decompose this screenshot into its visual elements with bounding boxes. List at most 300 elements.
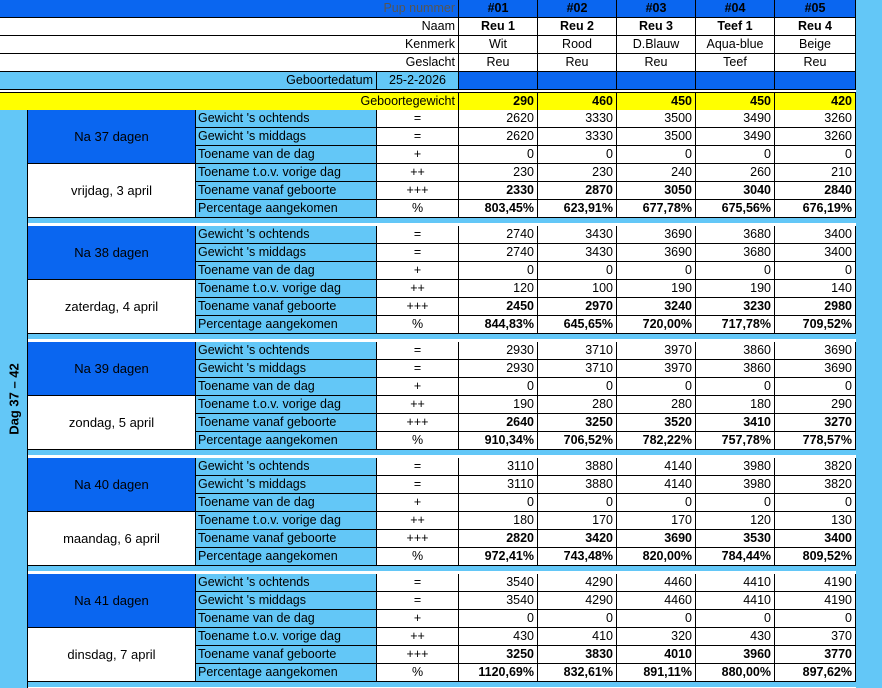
measurement-label: Gewicht 's middags <box>196 360 377 378</box>
value-cell[interactable]: 2640 <box>459 414 538 432</box>
measurement-symbol: % <box>377 316 459 334</box>
value-cell[interactable]: 0 <box>696 146 775 164</box>
pup-number[interactable]: #05 <box>775 0 856 18</box>
day-date: dinsdag, 7 april <box>28 628 196 682</box>
value-cell[interactable]: 190 <box>696 280 775 298</box>
value-cell[interactable]: 3110 <box>459 458 538 476</box>
value-cell[interactable]: 844,83% <box>459 316 538 334</box>
value-cell[interactable]: 260 <box>696 164 775 182</box>
value-cell[interactable]: 170 <box>538 512 617 530</box>
geslacht-row <box>0 54 856 72</box>
measurement-row <box>0 646 856 664</box>
value-cell[interactable]: 3260 <box>775 128 856 146</box>
measurement-label: Toename vanaf geboorte <box>196 298 377 316</box>
value-cell[interactable]: 0 <box>459 610 538 628</box>
measurement-symbol: = <box>377 244 459 262</box>
value-cell[interactable]: 3970 <box>617 360 696 378</box>
value-cell[interactable]: 2620 <box>459 128 538 146</box>
measurement-label: Toename t.o.v. vorige dag <box>196 512 377 530</box>
value-cell[interactable]: 0 <box>459 378 538 396</box>
measurement-row <box>0 432 856 450</box>
measurement-symbol: = <box>377 574 459 592</box>
measurement-symbol: ++ <box>377 164 459 182</box>
measurement-symbol: +++ <box>377 414 459 432</box>
measurement-symbol: +++ <box>377 298 459 316</box>
empty-cell[interactable] <box>775 72 856 90</box>
pup-name[interactable]: Teef 1 <box>696 18 775 36</box>
measurement-row <box>0 128 856 146</box>
measurement-symbol: + <box>377 378 459 396</box>
value-cell[interactable]: 677,78% <box>617 200 696 218</box>
value-cell[interactable]: 3330 <box>538 110 617 128</box>
measurement-label: Toename t.o.v. vorige dag <box>196 628 377 646</box>
value-cell[interactable]: 3410 <box>696 414 775 432</box>
measurement-symbol: = <box>377 110 459 128</box>
pup-number[interactable]: #04 <box>696 0 775 18</box>
value-cell[interactable]: 2450 <box>459 298 538 316</box>
value-cell[interactable]: 0 <box>459 262 538 280</box>
value-cell[interactable]: 3520 <box>617 414 696 432</box>
value-cell[interactable]: 784,44% <box>696 548 775 566</box>
value-cell[interactable]: 4410 <box>696 592 775 610</box>
kenmerk-label: Kenmerk <box>0 36 459 54</box>
value-cell[interactable]: 3270 <box>775 414 856 432</box>
value-cell[interactable]: 3040 <box>696 182 775 200</box>
measurement-label: Toename t.o.v. vorige dag <box>196 164 377 182</box>
measurement-label: Percentage aangekomen <box>196 548 377 566</box>
value-cell[interactable]: 3230 <box>696 298 775 316</box>
measurement-label: Gewicht 's ochtends <box>196 226 377 244</box>
value-cell[interactable]: 0 <box>696 494 775 512</box>
geboortegewicht-row <box>0 92 856 110</box>
measurement-symbol: ++ <box>377 512 459 530</box>
measurement-symbol: = <box>377 128 459 146</box>
value-cell[interactable]: 280 <box>538 396 617 414</box>
value-cell[interactable]: 3540 <box>459 592 538 610</box>
value-cell[interactable]: 803,45% <box>459 200 538 218</box>
pup-name[interactable]: Reu 4 <box>775 18 856 36</box>
value-cell[interactable]: 0 <box>696 610 775 628</box>
value-cell[interactable]: 430 <box>459 628 538 646</box>
value-cell[interactable]: 3980 <box>696 458 775 476</box>
measurement-label: Gewicht 's ochtends <box>196 574 377 592</box>
days-since-birth: Na 41 dagen <box>28 574 196 628</box>
value-cell[interactable]: 3260 <box>775 110 856 128</box>
pup-number[interactable]: #01 <box>459 0 538 18</box>
value-cell[interactable]: 0 <box>775 378 856 396</box>
value-cell[interactable]: 782,22% <box>617 432 696 450</box>
pup-name[interactable]: Reu 3 <box>617 18 696 36</box>
days-since-birth: Na 37 dagen <box>28 110 196 164</box>
value-cell[interactable]: 430 <box>696 628 775 646</box>
value-cell[interactable]: 3490 <box>696 110 775 128</box>
value-cell[interactable]: 4140 <box>617 476 696 494</box>
measurement-label: Percentage aangekomen <box>196 432 377 450</box>
measurement-symbol: = <box>377 226 459 244</box>
value-cell[interactable]: 4140 <box>617 458 696 476</box>
value-cell[interactable]: 3110 <box>459 476 538 494</box>
value-cell[interactable]: 675,56% <box>696 200 775 218</box>
value-cell[interactable]: 0 <box>775 146 856 164</box>
empty-cell[interactable] <box>617 72 696 90</box>
measurement-symbol: = <box>377 458 459 476</box>
value-cell[interactable]: 717,78% <box>696 316 775 334</box>
value-cell[interactable]: 3430 <box>538 226 617 244</box>
value-cell[interactable]: 2930 <box>459 360 538 378</box>
measurement-label: Toename van de dag <box>196 494 377 512</box>
value-cell[interactable]: 3830 <box>538 646 617 664</box>
value-cell[interactable]: 0 <box>775 262 856 280</box>
value-cell[interactable]: 3400 <box>775 244 856 262</box>
value-cell[interactable]: 778,57% <box>775 432 856 450</box>
days-since-birth: Na 40 dagen <box>28 458 196 512</box>
value-cell[interactable]: 3500 <box>617 110 696 128</box>
pup-geboortegewicht[interactable]: 290 <box>459 92 538 111</box>
measurement-label: Gewicht 's middags <box>196 592 377 610</box>
value-cell[interactable]: 3710 <box>538 360 617 378</box>
measurement-symbol: + <box>377 262 459 280</box>
value-cell[interactable]: 240 <box>617 164 696 182</box>
value-cell[interactable]: 2980 <box>775 298 856 316</box>
pup-geslacht[interactable]: Reu <box>617 54 696 72</box>
measurement-symbol: +++ <box>377 182 459 200</box>
value-cell[interactable]: 4010 <box>617 646 696 664</box>
kenmerk-row <box>0 36 856 54</box>
measurement-label: Toename vanaf geboorte <box>196 530 377 548</box>
block-separator <box>28 334 856 339</box>
value-cell[interactable]: 2930 <box>459 342 538 360</box>
measurement-row <box>0 592 856 610</box>
measurement-symbol: = <box>377 360 459 378</box>
measurement-row <box>0 458 856 476</box>
geboortedatum-row <box>0 72 856 90</box>
measurement-row <box>0 530 856 548</box>
right-margin <box>856 0 882 688</box>
measurement-row <box>0 664 856 682</box>
pup-geboortegewicht[interactable]: 460 <box>538 92 617 111</box>
value-cell[interactable]: 0 <box>538 378 617 396</box>
pup-geslacht[interactable]: Reu <box>775 54 856 72</box>
value-cell[interactable]: 0 <box>538 146 617 164</box>
value-cell[interactable]: 370 <box>775 628 856 646</box>
pup-number-row <box>0 0 856 18</box>
value-cell[interactable]: 3240 <box>617 298 696 316</box>
value-cell[interactable]: 0 <box>617 146 696 164</box>
value-cell[interactable]: 3690 <box>775 360 856 378</box>
measurement-symbol: = <box>377 476 459 494</box>
pup-label: Pup nummer <box>0 0 459 18</box>
value-cell[interactable]: 140 <box>775 280 856 298</box>
value-cell[interactable]: 130 <box>775 512 856 530</box>
measurement-label: Toename vanaf geboorte <box>196 646 377 664</box>
measurement-row <box>0 200 856 218</box>
pup-geslacht[interactable]: Reu <box>538 54 617 72</box>
measurement-row <box>0 316 856 334</box>
value-cell[interactable]: 0 <box>617 378 696 396</box>
value-cell[interactable]: 280 <box>617 396 696 414</box>
value-cell[interactable]: 3860 <box>696 360 775 378</box>
value-cell[interactable]: 645,65% <box>538 316 617 334</box>
measurement-row <box>0 182 856 200</box>
value-cell[interactable]: 4290 <box>538 592 617 610</box>
value-cell[interactable]: 910,34% <box>459 432 538 450</box>
measurement-row <box>0 494 856 512</box>
pup-kenmerk[interactable]: Aqua-blue <box>696 36 775 54</box>
value-cell[interactable]: 3500 <box>617 128 696 146</box>
pup-kenmerk[interactable]: D.Blauw <box>617 36 696 54</box>
value-cell[interactable]: 3690 <box>617 530 696 548</box>
pup-name[interactable]: Reu 2 <box>538 18 617 36</box>
value-cell[interactable]: 3680 <box>696 226 775 244</box>
measurement-symbol: % <box>377 548 459 566</box>
value-cell[interactable]: 0 <box>538 610 617 628</box>
value-cell[interactable]: 3960 <box>696 646 775 664</box>
value-cell[interactable]: 0 <box>696 262 775 280</box>
measurement-row <box>0 262 856 280</box>
pup-geboortegewicht[interactable]: 450 <box>696 92 775 111</box>
value-cell[interactable]: 4190 <box>775 592 856 610</box>
measurement-label: Toename vanaf geboorte <box>196 414 377 432</box>
measurement-symbol: ++ <box>377 396 459 414</box>
measurement-symbol: = <box>377 342 459 360</box>
measurement-row <box>0 146 856 164</box>
value-cell[interactable]: 880,00% <box>696 664 775 682</box>
value-cell[interactable]: 3860 <box>696 342 775 360</box>
measurement-label: Toename van de dag <box>196 610 377 628</box>
value-cell[interactable]: 820,00% <box>617 548 696 566</box>
value-cell[interactable]: 3330 <box>538 128 617 146</box>
value-cell[interactable]: 3970 <box>617 342 696 360</box>
measurement-label: Gewicht 's ochtends <box>196 110 377 128</box>
pup-number[interactable]: #03 <box>617 0 696 18</box>
value-cell[interactable]: 290 <box>775 396 856 414</box>
value-cell[interactable]: 0 <box>459 146 538 164</box>
pup-kenmerk[interactable]: Rood <box>538 36 617 54</box>
measurement-label: Gewicht 's middags <box>196 476 377 494</box>
value-cell[interactable]: 4190 <box>775 574 856 592</box>
block-separator <box>28 450 856 455</box>
value-cell[interactable]: 4460 <box>617 592 696 610</box>
value-cell[interactable]: 2970 <box>538 298 617 316</box>
value-cell[interactable]: 676,19% <box>775 200 856 218</box>
value-cell[interactable]: 809,52% <box>775 548 856 566</box>
value-cell[interactable]: 0 <box>775 494 856 512</box>
measurement-row <box>0 298 856 316</box>
value-cell[interactable]: 0 <box>617 494 696 512</box>
measurement-row <box>0 548 856 566</box>
value-cell[interactable]: 0 <box>538 262 617 280</box>
value-cell[interactable]: 3820 <box>775 476 856 494</box>
measurement-row <box>0 164 856 182</box>
measurement-row <box>0 360 856 378</box>
measurement-label: Toename vanaf geboorte <box>196 182 377 200</box>
value-cell[interactable]: 4290 <box>538 574 617 592</box>
value-cell[interactable]: 210 <box>775 164 856 182</box>
value-cell[interactable]: 706,52% <box>538 432 617 450</box>
pup-kenmerk[interactable]: Beige <box>775 36 856 54</box>
value-cell[interactable]: 230 <box>538 164 617 182</box>
naam-row <box>0 18 856 36</box>
block-separator <box>28 566 856 571</box>
value-cell[interactable]: 3690 <box>775 342 856 360</box>
value-cell[interactable]: 972,41% <box>459 548 538 566</box>
pup-kenmerk[interactable]: Wit <box>459 36 538 54</box>
measurement-row <box>0 396 856 414</box>
measurement-row <box>0 414 856 432</box>
measurement-symbol: + <box>377 494 459 512</box>
value-cell[interactable]: 3050 <box>617 182 696 200</box>
value-cell[interactable]: 0 <box>775 610 856 628</box>
value-cell[interactable]: 2330 <box>459 182 538 200</box>
value-cell[interactable]: 757,78% <box>696 432 775 450</box>
pup-geboortegewicht[interactable]: 450 <box>617 92 696 111</box>
measurement-label: Gewicht 's middags <box>196 128 377 146</box>
measurement-symbol: ++ <box>377 280 459 298</box>
value-cell[interactable]: 3710 <box>538 342 617 360</box>
value-cell[interactable]: 3250 <box>459 646 538 664</box>
day-date: maandag, 6 april <box>28 512 196 566</box>
measurement-symbol: + <box>377 146 459 164</box>
measurement-row <box>0 574 856 592</box>
value-cell[interactable]: 623,91% <box>538 200 617 218</box>
measurement-row <box>0 628 856 646</box>
measurement-row <box>0 378 856 396</box>
measurement-row <box>0 342 856 360</box>
pup-name[interactable]: Reu 1 <box>459 18 538 36</box>
value-cell[interactable]: 320 <box>617 628 696 646</box>
value-cell[interactable]: 3400 <box>775 226 856 244</box>
value-cell[interactable]: 0 <box>617 610 696 628</box>
value-cell[interactable]: 190 <box>459 396 538 414</box>
pup-geslacht[interactable]: Reu <box>459 54 538 72</box>
value-cell[interactable]: 2620 <box>459 110 538 128</box>
value-cell[interactable]: 230 <box>459 164 538 182</box>
geboortedatum-label: Geboortedatum <box>0 72 377 90</box>
empty-cell[interactable] <box>696 72 775 90</box>
value-cell[interactable]: 4460 <box>617 574 696 592</box>
value-cell[interactable]: 832,61% <box>538 664 617 682</box>
measurement-symbol: ++ <box>377 628 459 646</box>
measurement-row <box>0 280 856 298</box>
value-cell[interactable]: 180 <box>696 396 775 414</box>
measurement-row <box>0 244 856 262</box>
value-cell[interactable]: 2870 <box>538 182 617 200</box>
value-cell[interactable]: 2840 <box>775 182 856 200</box>
measurement-label: Toename t.o.v. vorige dag <box>196 280 377 298</box>
measurement-label: Toename van de dag <box>196 378 377 396</box>
measurement-row <box>0 512 856 530</box>
measurement-label: Toename van de dag <box>196 146 377 164</box>
block-separator <box>28 218 856 223</box>
value-cell[interactable]: 3690 <box>617 226 696 244</box>
value-cell[interactable]: 3820 <box>775 458 856 476</box>
empty-cell[interactable] <box>538 72 617 90</box>
value-cell[interactable]: 3690 <box>617 244 696 262</box>
value-cell[interactable]: 3980 <box>696 476 775 494</box>
value-cell[interactable]: 120 <box>459 280 538 298</box>
measurement-label: Toename t.o.v. vorige dag <box>196 396 377 414</box>
value-cell[interactable]: 170 <box>617 512 696 530</box>
empty-cell[interactable] <box>459 72 538 90</box>
value-cell[interactable]: 4410 <box>696 574 775 592</box>
naam-label: Naam <box>0 18 459 36</box>
value-cell[interactable]: 897,62% <box>775 664 856 682</box>
measurement-symbol: +++ <box>377 530 459 548</box>
measurement-symbol: + <box>377 610 459 628</box>
measurement-row <box>0 610 856 628</box>
value-cell[interactable]: 3680 <box>696 244 775 262</box>
measurement-symbol: +++ <box>377 646 459 664</box>
measurement-label: Gewicht 's ochtends <box>196 458 377 476</box>
value-cell[interactable]: 3250 <box>538 414 617 432</box>
value-cell[interactable]: 100 <box>538 280 617 298</box>
value-cell[interactable]: 3770 <box>775 646 856 664</box>
days-since-birth: Na 39 dagen <box>28 342 196 396</box>
pup-geslacht[interactable]: Teef <box>696 54 775 72</box>
value-cell[interactable]: 0 <box>459 494 538 512</box>
geslacht-label: Geslacht <box>0 54 459 72</box>
value-cell[interactable]: 3490 <box>696 128 775 146</box>
value-cell[interactable]: 2740 <box>459 244 538 262</box>
value-cell[interactable]: 3530 <box>696 530 775 548</box>
geboortegewicht-label: Geboortegewicht <box>0 92 459 111</box>
value-cell[interactable]: 3880 <box>538 476 617 494</box>
value-cell[interactable]: 180 <box>459 512 538 530</box>
value-cell[interactable]: 3400 <box>775 530 856 548</box>
value-cell[interactable]: 120 <box>696 512 775 530</box>
measurement-row <box>0 110 856 128</box>
value-cell[interactable]: 1120,69% <box>459 664 538 682</box>
pup-geboortegewicht[interactable]: 420 <box>775 92 856 111</box>
measurement-symbol: % <box>377 664 459 682</box>
value-cell[interactable]: 0 <box>696 378 775 396</box>
day-date: zondag, 5 april <box>28 396 196 450</box>
value-cell[interactable]: 2740 <box>459 226 538 244</box>
measurement-label: Gewicht 's ochtends <box>196 342 377 360</box>
geboortedatum-value[interactable]: 25-2-2026 <box>377 72 459 90</box>
value-cell[interactable]: 709,52% <box>775 316 856 334</box>
day-date: zaterdag, 4 april <box>28 280 196 334</box>
value-cell[interactable]: 3430 <box>538 244 617 262</box>
value-cell[interactable]: 743,48% <box>538 548 617 566</box>
day-date: vrijdag, 3 april <box>28 164 196 218</box>
measurement-symbol: % <box>377 432 459 450</box>
value-cell[interactable]: 2820 <box>459 530 538 548</box>
measurement-label: Percentage aangekomen <box>196 316 377 334</box>
day-range-label: Dag 37 – 42 <box>6 363 21 435</box>
measurement-row <box>0 226 856 244</box>
measurement-label: Toename van de dag <box>196 262 377 280</box>
pup-number[interactable]: #02 <box>538 0 617 18</box>
value-cell[interactable]: 3540 <box>459 574 538 592</box>
value-cell[interactable]: 190 <box>617 280 696 298</box>
measurement-symbol: % <box>377 200 459 218</box>
block-separator <box>28 682 856 687</box>
measurement-label: Percentage aangekomen <box>196 664 377 682</box>
value-cell[interactable]: 410 <box>538 628 617 646</box>
value-cell[interactable]: 3880 <box>538 458 617 476</box>
value-cell[interactable]: 720,00% <box>617 316 696 334</box>
measurement-label: Gewicht 's middags <box>196 244 377 262</box>
days-since-birth: Na 38 dagen <box>28 226 196 280</box>
measurement-label: Percentage aangekomen <box>196 200 377 218</box>
value-cell[interactable]: 0 <box>617 262 696 280</box>
value-cell[interactable]: 0 <box>538 494 617 512</box>
value-cell[interactable]: 3420 <box>538 530 617 548</box>
value-cell[interactable]: 891,11% <box>617 664 696 682</box>
measurement-symbol: = <box>377 592 459 610</box>
measurement-row <box>0 476 856 494</box>
